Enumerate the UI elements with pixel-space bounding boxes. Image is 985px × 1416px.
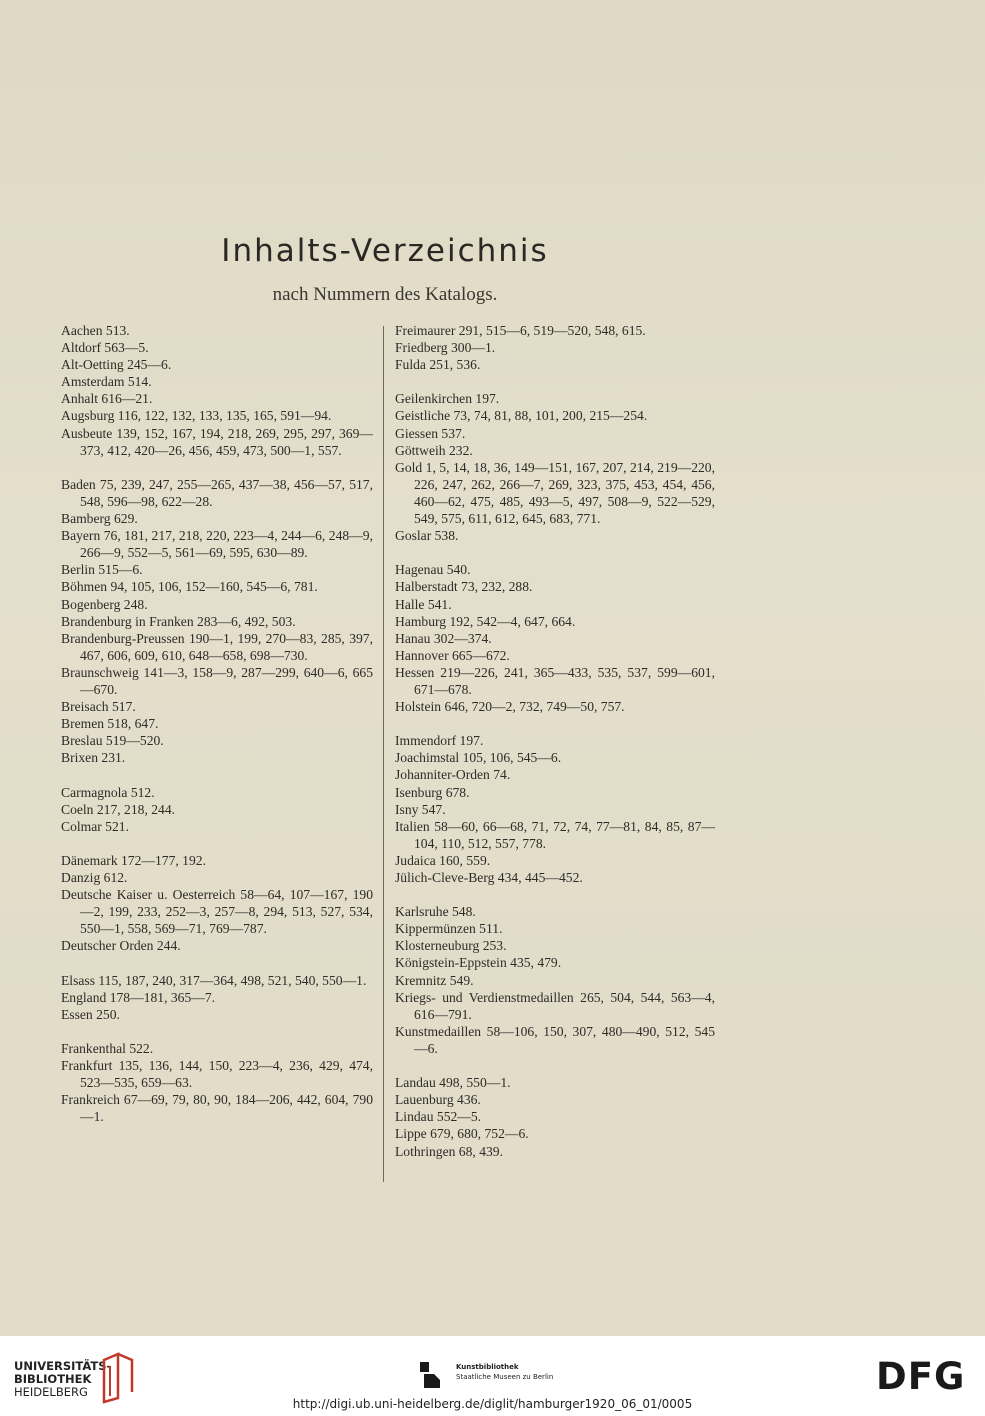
index-entry: Geilenkirchen 197. (395, 391, 500, 407)
entry-gap (61, 766, 373, 783)
index-entry: Hagenau 540. (395, 562, 471, 578)
page-title: Inhalts-Verzeichnis (221, 233, 549, 269)
index-entry: Hanau 302—374. (395, 630, 492, 646)
index-entry: Essen 250. (61, 1006, 120, 1022)
kunstbibliothek-logo-icon (420, 1362, 442, 1388)
index-entry: Karlsruhe 548. (395, 904, 476, 920)
index-entry: Königstein-Eppstein 435, 479. (395, 955, 562, 971)
ub-logo-line: HEIDELBERG (14, 1385, 88, 1399)
entry-gap (395, 544, 715, 561)
index-entry: Brixen 231. (61, 750, 126, 766)
index-entry: Elsass 115, 187, 240, 317—364, 498, 521, 540, 550—1. (61, 972, 367, 988)
index-entry: Breisach 517. (61, 699, 136, 715)
entry-gap (395, 715, 715, 732)
index-entry: Bogenberg 248. (61, 596, 148, 612)
index-column-right (395, 322, 715, 1160)
entry-gap (61, 835, 373, 852)
index-entry: Alt-Oetting 245—6. (61, 357, 172, 373)
index-entry: Judaica 160, 559. (395, 852, 491, 868)
index-entry: Kunstmedaillen 58—106, 150, 307, 480—490, 512, 545—6. (395, 1023, 715, 1056)
index-entry: Augsburg 116, 122, 132, 133, 135, 165, 591—94. (61, 408, 332, 424)
ub-logo-line: BIBLIOTHEK (14, 1372, 92, 1386)
index-entry: Lindau 552—5. (395, 1109, 482, 1125)
index-column-left (61, 322, 373, 1125)
index-entry: Carmagnola 512. (61, 784, 155, 800)
index-entry: Danzig 612. (61, 870, 128, 885)
index-entry: Bremen 518, 647. (61, 716, 159, 732)
kunstbibliothek-text (456, 1362, 553, 1382)
index-entry: Anhalt 616—21. (61, 391, 153, 407)
index-entry: Colmar 521. (61, 818, 129, 834)
index-entry: Gold 1, 5, 14, 18, 36, 149—151, 167, 207, 214, 219—220, 226, 247, 262, 266—7, 269, 323, 375, 453, 454, 456, 460—62, 475, 485, 493—5, 497, 508—9, 522—529, 549, 575, 611, 612, 645, 683, 771. (395, 459, 715, 527)
index-entry: Brandenburg in Franken 283—6, 492, 503. (61, 613, 296, 629)
index-entry: Friedberg 300—1. (395, 340, 496, 356)
entry-gap (61, 1023, 373, 1040)
index-entry: Jülich-Cleve-Berg 434, 445—452. (395, 870, 583, 885)
index-entry: Halle 541. (395, 596, 452, 612)
index-entry: Kremnitz 549. (395, 972, 474, 988)
index-entry: Halberstadt 73, 232, 288. (395, 579, 533, 595)
column-divider (383, 326, 384, 1182)
entry-gap (395, 373, 715, 390)
index-entry: Hamburg 192, 542—4, 647, 664. (395, 613, 576, 629)
index-entry: Klosterneuburg 253. (395, 938, 507, 954)
index-entry: Lippe 679, 680, 752—6. (395, 1126, 529, 1142)
index-entry: Kriegs- und Verdienstmedaillen 265, 504, 544, 563—4, 616—791. (395, 989, 715, 1022)
index-entry: Immendorf 197. (395, 733, 484, 749)
index-entry: Holstein 646, 720—2, 732, 749—50, 757. (395, 699, 625, 715)
index-entry: Baden 75, 239, 247, 255—265, 437—38, 456—57, 517, 548, 596—98, 622—28. (61, 476, 373, 509)
index-entry: Dänemark 172—177, 192. (61, 852, 206, 868)
index-entry: Frankreich 67—69, 79, 80, 90, 184—206, 442, 604, 790—1. (61, 1092, 373, 1125)
index-entry: Bamberg 629. (61, 511, 138, 527)
index-entry: Berlin 515—6. (61, 562, 143, 578)
entry-gap (395, 886, 715, 903)
index-entry: Geistliche 73, 74, 81, 88, 101, 200, 215—254. (395, 408, 648, 424)
index-entry: Braunschweig 141—3, 158—9, 287—299, 640—6, 665—670. (61, 664, 373, 697)
index-entry: Coeln 217, 218, 244. (61, 801, 176, 817)
ub-heidelberg-logo-text (14, 1360, 111, 1399)
index-entry: Kippermünzen 511. (395, 921, 503, 937)
permalink-url[interactable]: http://digi.ub.uni-heidelberg.de/diglit/hamburger1920_06_01/0005 (292, 1397, 693, 1411)
index-entry: Altdorf 563—5. (61, 340, 149, 356)
index-entry: Freimaurer 291, 515—6, 519—520, 548, 615. (395, 323, 646, 338)
index-entry: Lothringen 68, 439. (395, 1143, 503, 1159)
index-entry: Isenburg 678. (395, 784, 470, 800)
ub-logo-line: UNIVERSITÄTS- (14, 1359, 112, 1373)
index-entry: Landau 498, 550—1. (395, 1075, 511, 1091)
index-entry: Isny 547. (395, 801, 446, 817)
entry-gap (395, 1057, 715, 1074)
index-entry: Frankfurt 135, 136, 144, 150, 223—4, 236, 429, 474, 523—535, 659—63. (61, 1058, 373, 1091)
kb-name: Kunstbibliothek (456, 1363, 519, 1371)
index-entry: Ausbeute 139, 152, 167, 194, 218, 269, 295, 297, 369—373, 412, 420—26, 456, 459, 473, 500—1, 557. (61, 425, 373, 458)
entry-gap (61, 459, 373, 476)
index-entry: England 178—181, 365—7. (61, 989, 216, 1005)
index-entry: Goslar 538. (395, 528, 459, 544)
index-entry: Fulda 251, 536. (395, 357, 481, 373)
index-entry: Breslau 519—520. (61, 733, 164, 749)
index-entry: Brandenburg-Preussen 190—1, 199, 270—83, 285, 397, 467, 606, 609, 610, 648—658, 698—730. (61, 630, 373, 663)
index-entry: Italien 58—60, 66—68, 71, 72, 74, 77—81, 84, 85, 87—104, 110, 512, 557, 778. (395, 818, 715, 851)
index-entry: Göttweih 232. (395, 442, 473, 458)
kb-sub: Staatliche Museen zu Berlin (456, 1373, 554, 1381)
index-entry: Johanniter-Orden 74. (395, 767, 511, 783)
entry-gap (61, 954, 373, 971)
dfg-logo: DFG (876, 1355, 966, 1398)
index-entry: Aachen 513. (61, 323, 130, 338)
index-entry: Deutsche Kaiser u. Oesterreich 58—64, 107—167, 190—2, 199, 233, 252—3, 257—8, 294, 513, 527, 534, 550—1, 558, 569—71, 769—787. (61, 887, 373, 937)
index-entry: Frankenthal 522. (61, 1040, 154, 1056)
index-entry: Deutscher Orden 244. (61, 938, 181, 954)
index-entry: Bayern 76, 181, 217, 218, 220, 223—4, 244—6, 248—9, 266—9, 552—5, 561—69, 595, 630—89. (61, 528, 373, 561)
page-subtitle: nach Nummern des Katalogs. (272, 284, 498, 305)
index-entry: Joachimstal 105, 106, 545—6. (395, 750, 562, 766)
index-entry: Böhmen 94, 105, 106, 152—160, 545—6, 781. (61, 579, 318, 595)
index-entry: Hessen 219—226, 241, 365—433, 535, 537, 599—601, 671—678. (395, 664, 715, 697)
index-entry: Lauenburg 436. (395, 1092, 481, 1108)
index-entry: Giessen 537. (395, 425, 466, 441)
index-entry: Amsterdam 514. (61, 374, 152, 390)
index-entry: Hannover 665—672. (395, 647, 510, 663)
